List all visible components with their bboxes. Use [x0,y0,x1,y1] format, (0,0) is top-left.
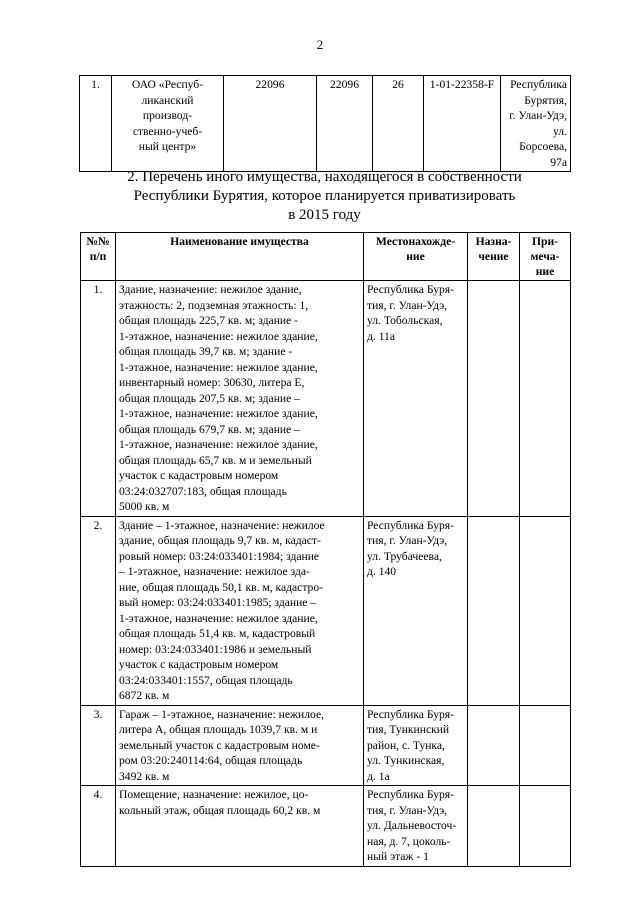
header-note: При- меча- ние [520,233,571,281]
row-number: 1. [80,76,112,172]
registration-number: 1-01-22358-F [424,76,501,172]
header-num: №№ п/п [81,233,116,281]
property-description: Гараж – 1-этажное, назначение: нежилое, литера А, общая площадь 1039,7 кв. м и земельный участок с кадастровым номе- ром 03:20:240114:64, общая площадь 3492 кв. м [116,705,364,786]
property-note [520,786,571,867]
property-location: Республика Буря- тия, г. Улан-Удэ, ул. Дальневосточ- ная, д. 7, цоколь- ный этаж - 1 [364,786,468,867]
property-description: Помещение, назначение: нежилое, цо- кольный этаж, общая площадь 60,2 кв. м [116,786,364,867]
property-note [520,281,571,517]
table-row [81,281,571,517]
enterprise-name: ОАО «Респуб- ликанский производ- ственно-учеб- ный центр» [112,76,224,172]
property-location: Республика Буря- тия, г. Улан-Удэ, ул. Тобольская, д. 11а [364,281,468,517]
table-row [81,516,571,705]
property-location: Республика Буря- тия, Тункинский район, с. Тунка, ул. Тункинская, д. 1а [364,705,468,786]
row-number: 2. [81,516,116,705]
table-row [81,705,571,786]
row-number: 3. [81,705,116,786]
row-number: 4. [81,786,116,867]
property-purpose [468,705,520,786]
row-number: 1. [81,281,116,517]
header-purpose: Назна- чение [468,233,520,281]
page-number: 2 [316,37,324,52]
property-description: Здание, назначение: нежилое здание, этажность: 2, подземная этажность: 1, общая площадь 225,7 кв. м; здание - 1-этажное, назначение: нежилое здание, общая площадь 39,7 кв. м; здание - 1-этажное, назначение: нежилое здание, инвентарный номер: 30630, литера Е, общая площадь 207,5 кв. м; здание – 1-этажное, назначение: нежилое здание, общая площадь 679,7 кв. м; здание – 1-этажное, назначение: нежилое здание, общая площадь 65,7 кв. м и земельный участок с кадастровым номером 03:24:032707:183, общая площадь 5000 кв. м [116,281,364,517]
property-table [80,232,571,867]
property-description: Здание – 1-этажное, назначение: нежилое здание, общая площадь 9,7 кв. м, кадаст- ровый номер: 03:24:033401:1984; здание – 1-этажное, назначение: нежилое зда- ние, общая площадь 50,1 кв. м, кадастро- вый номер: 03:24:033401:1985; здание – 1-этажное, назначение: нежилое здание, общая площадь 51,4 кв. м, кадастровый номер: 03:24:033401:1986 и земельный участок с кадастровым номером 03:24:033401:1557, общая площадь 6872 кв. м [116,516,364,705]
property-purpose [468,516,520,705]
property-note [520,705,571,786]
table-row [80,76,571,172]
table-row [81,786,571,867]
section-heading: 2. Перечень иного имущества, находящегося в собственности Республики Бурятия, которое планируется приватизировать в 2015 году [127,169,522,223]
cell-value: 26 [373,76,424,172]
property-purpose [468,281,520,517]
header-location: Местонахожде- ние [364,233,468,281]
enterprise-table [79,75,571,172]
property-purpose [468,786,520,867]
property-location: Республика Буря- тия, г. Улан-Удэ, ул. Трубачеева, д. 140 [364,516,468,705]
enterprise-address: Республика Бурятия, г. Улан-Удэ, ул. Борсоева, 97а [501,76,571,172]
cell-value: 22096 [224,76,317,172]
property-note [520,516,571,705]
cell-value: 22096 [317,76,373,172]
table-header-row [81,233,571,281]
header-name: Наименование имущества [116,233,364,281]
